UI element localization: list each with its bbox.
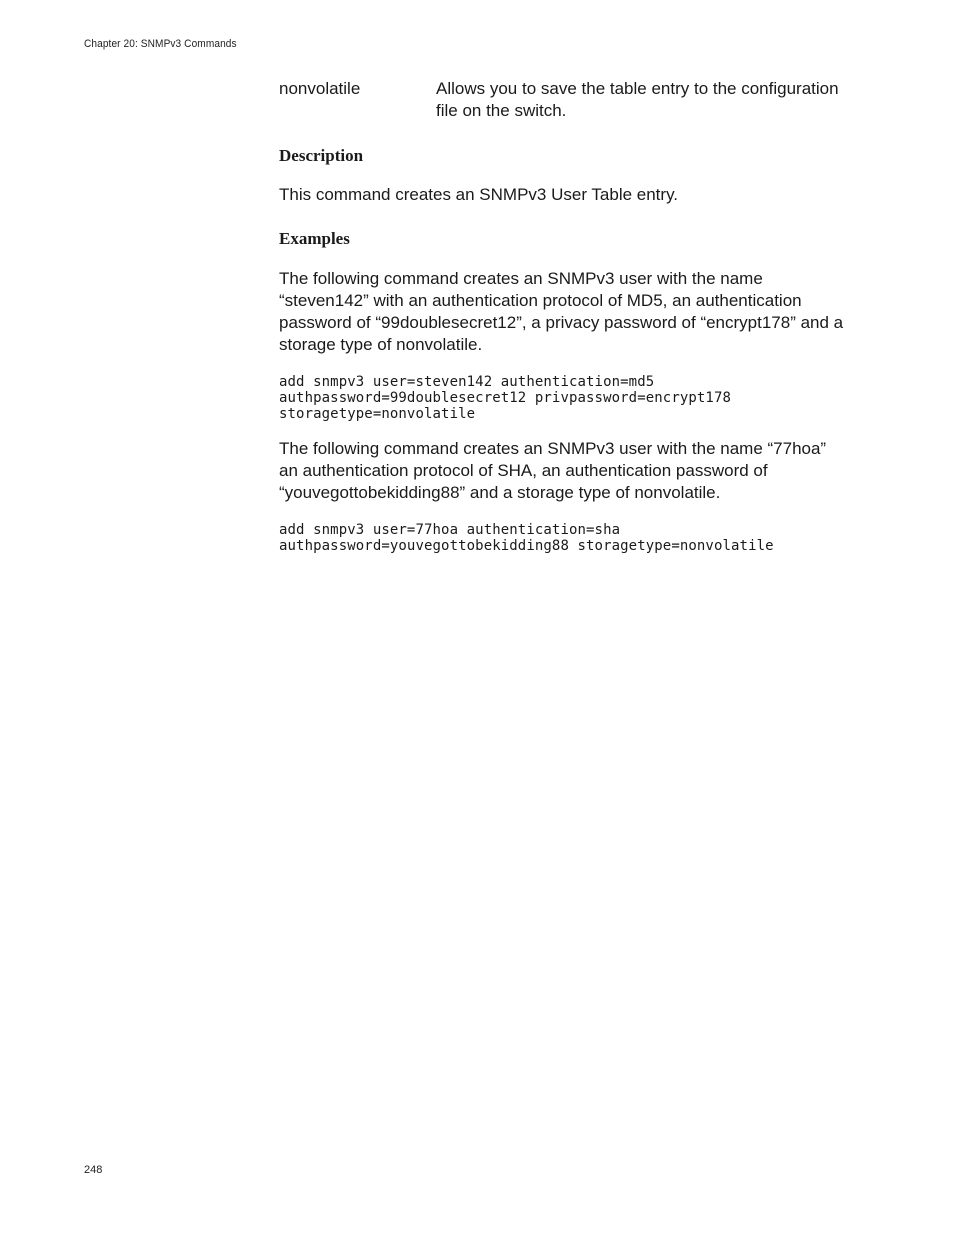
description-heading: Description <box>279 146 364 165</box>
example-2-code: add snmpv3 user=77hoa authentication=sha authpassword=youvegottobekidding88 storagetype=nonvolatile <box>279 522 774 554</box>
running-header: Chapter 20: SNMPv3 Commands <box>84 38 237 50</box>
page-content <box>279 78 849 554</box>
parameter-row <box>279 78 849 122</box>
parameter-name: nonvolatile <box>279 79 361 98</box>
example-1-code: add snmpv3 user=steven142 authentication=md5 authpassword=99doublesecret12 privpassword=encrypt178 storagetype=nonvolatile <box>279 374 732 422</box>
examples-heading: Examples <box>279 229 350 248</box>
example-1-text: The following command creates an SNMPv3 user with the name “steven142” with an authentication protocol of MD5, an authentication password of “99doublesecret12”, a privacy password of “encrypt178” and a storage type of nonvolatile. <box>279 269 844 354</box>
page-number: 248 <box>84 1164 103 1176</box>
description-text: This command creates an SNMPv3 User Table entry. <box>279 185 679 204</box>
parameter-description: Allows you to save the table entry to the configuration file on the switch. <box>436 79 839 120</box>
example-2-text: The following command creates an SNMPv3 user with the name “77hoa” an authentication protocol of SHA, an authentication password of “youvegottobekidding88” and a storage type of nonvolatile. <box>279 439 827 502</box>
